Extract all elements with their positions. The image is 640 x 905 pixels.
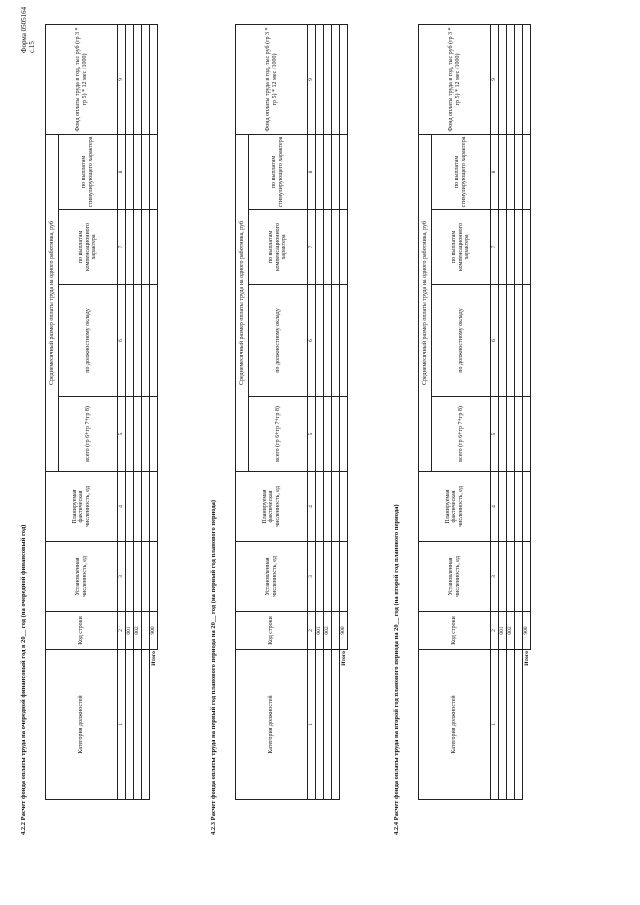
cell-stim[interactable]	[332, 134, 340, 209]
col-salary: по должностному окладу	[59, 285, 118, 397]
cell-code[interactable]	[332, 612, 340, 650]
cell-category[interactable]	[126, 650, 134, 800]
col-fund: Фонд оплаты труда в год, тыс руб (гр 3 * гр 5) * 12 мес /1000)	[236, 24, 308, 134]
cell-code[interactable]	[515, 612, 523, 650]
total-stim[interactable]	[150, 134, 158, 209]
cell-planned[interactable]	[126, 472, 134, 542]
col-total: всего (гр 6+гр 7+гр 8)	[432, 397, 491, 472]
total-label: Итого	[340, 650, 348, 800]
col-num: 2	[118, 612, 126, 650]
cell-code: 001	[499, 612, 507, 650]
total-comp[interactable]	[150, 210, 158, 285]
col-num: 6	[118, 285, 126, 397]
cell-planned[interactable]	[134, 472, 142, 542]
col-num: 8	[491, 134, 499, 209]
cell-total[interactable]	[499, 397, 507, 472]
cell-salary[interactable]	[332, 285, 340, 397]
cell-staff[interactable]	[324, 542, 332, 612]
cell-category[interactable]	[515, 650, 523, 800]
cell-stim[interactable]	[142, 134, 150, 209]
cell-category[interactable]	[316, 650, 324, 800]
cell-stim[interactable]	[316, 134, 324, 209]
cell-fund[interactable]	[499, 24, 507, 134]
col-total: всего (гр 6+гр 7+гр 8)	[249, 397, 308, 472]
col-num: 2	[491, 612, 499, 650]
cell-stim[interactable]	[134, 134, 142, 209]
col-staff: Установленная численность, ед	[46, 542, 118, 612]
cell-fund[interactable]	[324, 24, 332, 134]
col-fund: Фонд оплаты труда в год, тыс руб (гр 3 * гр 5) * 12 мес /1000)	[419, 24, 491, 134]
col-num: 6	[491, 285, 499, 397]
col-num: 7	[118, 210, 126, 285]
col-num: 7	[308, 210, 316, 285]
col-total: всего (гр 6+гр 7+гр 8)	[59, 397, 118, 472]
cell-planned[interactable]	[507, 472, 515, 542]
cell-category[interactable]	[142, 650, 150, 800]
total-fund[interactable]	[523, 24, 531, 134]
cell-salary[interactable]	[126, 285, 134, 397]
col-salary: по должностному окладу	[249, 285, 308, 397]
col-num: 7	[491, 210, 499, 285]
total-stim[interactable]	[523, 134, 531, 209]
col-category: Категория должностей	[419, 650, 491, 800]
col-planned-staff: Планируемая фактическая численность, ед	[46, 472, 118, 542]
table-row	[142, 24, 150, 799]
total-staff[interactable]	[340, 542, 348, 612]
total-total[interactable]	[150, 397, 158, 472]
col-fund: Фонд оплаты труда в год, тыс руб (гр 3 * гр 5) * 12 мес /1000)	[46, 24, 118, 134]
col-num: 9	[118, 24, 126, 134]
table-row	[499, 24, 507, 799]
table-row	[324, 24, 332, 799]
col-staff: Установленная численность, ед	[236, 542, 308, 612]
total-row	[340, 24, 348, 799]
total-row	[523, 24, 531, 799]
col-num: 5	[308, 397, 316, 472]
cell-stim[interactable]	[499, 134, 507, 209]
col-stim: по выплатам стимулирующего характера	[432, 134, 491, 209]
cell-staff[interactable]	[134, 542, 142, 612]
col-code: Код строки	[46, 612, 118, 650]
total-planned[interactable]	[340, 472, 348, 542]
cell-code: 001	[126, 612, 134, 650]
cell-planned[interactable]	[499, 472, 507, 542]
cell-stim[interactable]	[324, 134, 332, 209]
col-category: Категория должностей	[236, 650, 308, 800]
col-num: 3	[118, 542, 126, 612]
col-salary: по должностному окладу	[432, 285, 491, 397]
col-stim: по выплатам стимулирующего характера	[59, 134, 118, 209]
col-num: 4	[308, 472, 316, 542]
col-num: 9	[491, 24, 499, 134]
fund-table-2	[235, 24, 348, 800]
cell-stim[interactable]	[126, 134, 134, 209]
cell-planned[interactable]	[324, 472, 332, 542]
table-row	[126, 24, 134, 799]
cell-staff[interactable]	[316, 542, 324, 612]
total-fund[interactable]	[150, 24, 158, 134]
cell-category[interactable]	[499, 650, 507, 800]
col-num: 5	[491, 397, 499, 472]
table-row	[332, 24, 340, 799]
cell-comp[interactable]	[126, 210, 134, 285]
cell-salary[interactable]	[499, 285, 507, 397]
cell-code[interactable]	[142, 612, 150, 650]
cell-total[interactable]	[134, 397, 142, 472]
cell-category[interactable]	[324, 650, 332, 800]
col-planned-staff: Планируемая фактическая численность, ед	[419, 472, 491, 542]
col-num: 1	[491, 650, 499, 800]
col-num: 2	[308, 612, 316, 650]
col-num: 8	[118, 134, 126, 209]
form-reference: Форма 0505164 с.15	[20, 6, 36, 53]
total-planned[interactable]	[150, 472, 158, 542]
cell-total[interactable]	[324, 397, 332, 472]
col-num: 1	[308, 650, 316, 800]
total-label: Итого	[523, 650, 531, 800]
cell-comp[interactable]	[515, 210, 523, 285]
cell-fund[interactable]	[134, 24, 142, 134]
total-code: 900	[523, 612, 531, 650]
section-title-1: 4.2.2 Расчет фонда оплаты труда на очередной финансовый год в 20__ год (на очередной финансовый год)	[20, 524, 27, 835]
cell-planned[interactable]	[316, 472, 324, 542]
cell-comp[interactable]	[134, 210, 142, 285]
cell-fund[interactable]	[142, 24, 150, 134]
cell-fund[interactable]	[507, 24, 515, 134]
total-label: Итого	[150, 650, 158, 800]
table-row	[507, 24, 515, 799]
cell-planned[interactable]	[515, 472, 523, 542]
cell-total[interactable]	[515, 397, 523, 472]
fund-table-1	[45, 24, 158, 800]
cell-staff[interactable]	[515, 542, 523, 612]
col-num: 6	[308, 285, 316, 397]
cell-planned[interactable]	[142, 472, 150, 542]
col-category: Категория должностей	[46, 650, 118, 800]
total-stim[interactable]	[340, 134, 348, 209]
col-num: 8	[308, 134, 316, 209]
total-comp[interactable]	[523, 210, 531, 285]
cell-salary[interactable]	[316, 285, 324, 397]
cell-fund[interactable]	[515, 24, 523, 134]
cell-category[interactable]	[507, 650, 515, 800]
table-row	[134, 24, 142, 799]
table-row	[515, 24, 523, 799]
cell-stim[interactable]	[507, 134, 515, 209]
cell-staff[interactable]	[499, 542, 507, 612]
total-total[interactable]	[340, 397, 348, 472]
col-code: Код строки	[419, 612, 491, 650]
col-num: 5	[118, 397, 126, 472]
cell-fund[interactable]	[332, 24, 340, 134]
col-num: 4	[118, 472, 126, 542]
cell-code: 001	[316, 612, 324, 650]
section-title-2: 4.2.3 Расчет фонда оплаты труда на первый год планового периода на 20__ год (на первый год планового периода)	[210, 499, 217, 835]
cell-fund[interactable]	[126, 24, 134, 134]
col-num: 3	[308, 542, 316, 612]
cell-total[interactable]	[316, 397, 324, 472]
cell-total[interactable]	[126, 397, 134, 472]
section-title-3: 4.2.4 Расчет фонда оплаты труда на второй год планового периода на 20__ год (на второй год планового периода)	[393, 504, 400, 835]
col-num: 9	[308, 24, 316, 134]
cell-staff[interactable]	[507, 542, 515, 612]
fund-table-3	[418, 24, 531, 800]
cell-comp[interactable]	[332, 210, 340, 285]
total-code: 900	[150, 612, 158, 650]
total-code: 900	[340, 612, 348, 650]
col-avg-group: Среднемесячный размер оплаты труда на одного работника, руб	[236, 134, 249, 471]
col-avg-group: Среднемесячный размер оплаты труда на одного работника, руб	[419, 134, 432, 471]
col-num: 1	[118, 650, 126, 800]
cell-staff[interactable]	[142, 542, 150, 612]
cell-stim[interactable]	[515, 134, 523, 209]
cell-code: 002	[324, 612, 332, 650]
cell-salary[interactable]	[142, 285, 150, 397]
total-staff[interactable]	[523, 542, 531, 612]
table-row	[316, 24, 324, 799]
col-stim: по выплатам стимулирующего характера	[249, 134, 308, 209]
cell-category[interactable]	[332, 650, 340, 800]
total-total[interactable]	[523, 397, 531, 472]
col-avg-group: Среднемесячный размер оплаты труда на одного работника, руб	[46, 134, 59, 471]
total-comp[interactable]	[340, 210, 348, 285]
cell-category[interactable]	[134, 650, 142, 800]
col-comp: по выплатам компенсационного характера	[249, 210, 308, 285]
col-planned-staff: Планируемая фактическая численность, ед	[236, 472, 308, 542]
total-salary[interactable]	[523, 285, 531, 397]
total-staff[interactable]	[150, 542, 158, 612]
cell-code: 002	[507, 612, 515, 650]
cell-total[interactable]	[142, 397, 150, 472]
cell-comp[interactable]	[499, 210, 507, 285]
col-comp: по выплатам компенсационного характера	[59, 210, 118, 285]
cell-planned[interactable]	[332, 472, 340, 542]
col-num: 4	[491, 472, 499, 542]
cell-comp[interactable]	[316, 210, 324, 285]
cell-staff[interactable]	[126, 542, 134, 612]
cell-salary[interactable]	[515, 285, 523, 397]
total-planned[interactable]	[523, 472, 531, 542]
cell-salary[interactable]	[134, 285, 142, 397]
cell-comp[interactable]	[142, 210, 150, 285]
total-fund[interactable]	[340, 24, 348, 134]
cell-salary[interactable]	[507, 285, 515, 397]
col-staff: Установленная численность, ед	[419, 542, 491, 612]
col-num: 3	[491, 542, 499, 612]
col-code: Код строки	[236, 612, 308, 650]
total-salary[interactable]	[150, 285, 158, 397]
total-salary[interactable]	[340, 285, 348, 397]
cell-salary[interactable]	[324, 285, 332, 397]
total-row	[150, 24, 158, 799]
col-comp: по выплатам компенсационного характера	[432, 210, 491, 285]
cell-comp[interactable]	[507, 210, 515, 285]
cell-staff[interactable]	[332, 542, 340, 612]
cell-comp[interactable]	[324, 210, 332, 285]
cell-code: 002	[134, 612, 142, 650]
cell-total[interactable]	[332, 397, 340, 472]
cell-total[interactable]	[507, 397, 515, 472]
cell-fund[interactable]	[316, 24, 324, 134]
